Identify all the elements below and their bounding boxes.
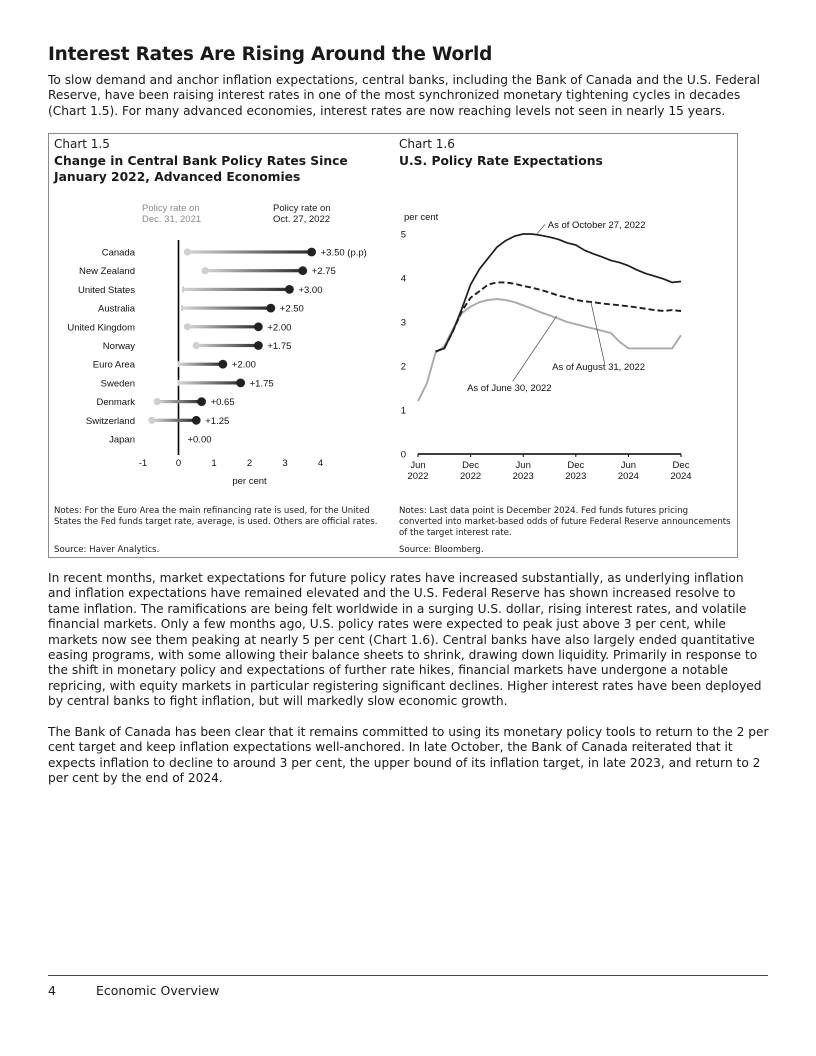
start-dot xyxy=(193,342,200,349)
chart-1-5-panel xyxy=(49,134,394,557)
chart-1-6-title: U.S. Policy Rate Expectations xyxy=(399,154,603,168)
end-dot xyxy=(218,360,227,369)
annotation-leader-aug xyxy=(591,301,605,363)
row-label: Denmark xyxy=(96,397,135,409)
chart-1-6-notes: Notes: Last data point is December 2024. Fed funds futures pricing converted into market-based odds of future Federal Reserve announcements of the target interest rate. xyxy=(399,506,731,539)
row-label: Sweden xyxy=(100,378,135,390)
x-tick-label-year: 2024 xyxy=(670,471,692,482)
annotation-oct: As of October 27, 2022 xyxy=(547,220,646,232)
annotation-leader-jun xyxy=(513,316,557,381)
chart-1-5-svg xyxy=(49,196,394,496)
chart-1-5-notes: Notes: For the Euro Area the main refinancing rate is used, for the United States the Fed funds target rate, average, is used. Others are official rates. xyxy=(54,506,378,528)
y-tick-label: 4 xyxy=(400,273,406,285)
range-bar xyxy=(183,288,290,291)
chart-1-6-number: Chart 1.6 xyxy=(399,137,455,151)
start-dot xyxy=(202,267,209,274)
legend-end-line1: Policy rate on xyxy=(273,203,331,214)
chart-1-6-panel xyxy=(394,134,739,557)
y-tick-label: 2 xyxy=(400,361,406,373)
x-tick-label-year: 2024 xyxy=(617,471,639,482)
x-tick-label-month: Dec xyxy=(567,460,585,471)
start-dot xyxy=(178,361,180,367)
footer-section-title: Economic Overview xyxy=(96,983,220,998)
y-tick-label: 3 xyxy=(400,317,406,329)
row-label: Norway xyxy=(102,341,135,352)
range-bar xyxy=(152,419,196,422)
start-dot xyxy=(184,248,191,255)
change-label: +1.75 xyxy=(267,341,292,352)
x-tick-label-month: Jun xyxy=(515,460,531,471)
row-label: Canada xyxy=(101,247,135,259)
row-label: Japan xyxy=(109,434,135,446)
start-dot xyxy=(184,323,191,330)
range-bar xyxy=(179,363,223,366)
range-bar xyxy=(179,381,241,384)
legend-start-line2: Dec. 31, 2021 xyxy=(142,214,202,225)
start-dot xyxy=(154,398,161,405)
change-label: +2.00 xyxy=(267,322,292,334)
change-label: +0.65 xyxy=(210,397,235,409)
end-dot xyxy=(307,248,316,257)
end-dot xyxy=(298,266,307,275)
chart-1-5-title: Change in Central Bank Policy Rates Since January 2022, Advanced Economies xyxy=(54,154,348,184)
end-dot xyxy=(254,341,263,350)
legend-start-line1: Policy rate on xyxy=(142,203,200,214)
x-tick-label-month: Jun xyxy=(410,460,426,471)
x-tick-label: 3 xyxy=(282,458,288,469)
row-label: New Zealand xyxy=(79,266,135,278)
end-dot xyxy=(192,416,201,425)
annotation-aug: As of August 31, 2022 xyxy=(552,361,646,373)
y-tick-label: 5 xyxy=(400,229,406,241)
change-label: +2.50 xyxy=(279,303,304,315)
change-label: +3.50 (p.p) xyxy=(320,247,367,259)
x-tick-label: 4 xyxy=(317,458,324,469)
end-dot xyxy=(285,285,294,294)
x-tick-label-month: Dec xyxy=(462,460,480,471)
end-dot xyxy=(197,397,206,406)
x-tick-label-year: 2022 xyxy=(407,471,429,482)
row-label: United Kingdom xyxy=(67,322,135,334)
series-line xyxy=(436,234,682,352)
range-bar xyxy=(205,269,303,272)
annotation-leader-oct xyxy=(536,224,545,234)
start-dot xyxy=(182,286,184,292)
row-label: Switzerland xyxy=(85,415,135,427)
start-dot xyxy=(178,380,180,386)
end-dot xyxy=(236,379,245,388)
range-bar xyxy=(187,250,311,253)
start-dot xyxy=(181,305,183,311)
y-axis-title: per cent xyxy=(404,212,439,223)
annotation-jun: As of June 30, 2022 xyxy=(467,383,552,394)
change-label: +0.00 xyxy=(187,434,212,446)
x-tick-label-month: Dec xyxy=(672,460,690,471)
chart-1-6-svg xyxy=(394,196,739,496)
footer-rule xyxy=(48,975,768,976)
chart-1-5-number: Chart 1.5 xyxy=(54,137,110,151)
page-title: Interest Rates Are Rising Around the World xyxy=(48,44,493,65)
x-axis-title: per cent xyxy=(232,476,267,487)
row-label: United States xyxy=(77,284,135,296)
end-dot xyxy=(254,322,263,331)
x-tick-label: 2 xyxy=(246,458,253,469)
x-tick-label: -1 xyxy=(138,458,148,469)
x-tick-label-year: 2023 xyxy=(512,471,534,482)
chart-1-6-source: Source: Bloomberg. xyxy=(399,545,484,555)
chart-box xyxy=(48,133,738,558)
x-tick-label-year: 2023 xyxy=(565,471,587,482)
change-label: +1.75 xyxy=(249,378,274,390)
range-bar xyxy=(157,400,201,403)
x-tick-label-year: 2022 xyxy=(460,471,482,482)
chart-1-5-source: Source: Haver Analytics. xyxy=(54,545,160,555)
y-tick-label: 0 xyxy=(400,449,406,461)
body-paragraph-2: The Bank of Canada has been clear that it remains committed to using its monetary policy tools to return to the 2 per cent target and keep inflation expectations well-anchored. In late October, the Bank of Canada reiterated that it expects inflation to decline to around 3 per cent, the upper bound of its inflation target, in late 2023, and return to 2 per cent by the end of 2024. xyxy=(48,725,769,786)
series-line xyxy=(436,282,682,351)
legend-end-line2: Oct. 27, 2022 xyxy=(273,214,331,225)
end-dot xyxy=(266,304,275,313)
x-tick-label-month: Jun xyxy=(620,460,637,471)
row-label: Australia xyxy=(98,303,135,315)
range-bar xyxy=(196,344,258,347)
change-label: +3.00 xyxy=(298,284,323,296)
y-tick-label: 1 xyxy=(400,405,406,417)
x-tick-label: 1 xyxy=(211,458,217,469)
change-label: +1.25 xyxy=(205,415,230,427)
body-paragraph-1: In recent months, market expectations for future policy rates have increased substantially, as underlying inflation and inflation expectations have remained elevated and the U.S. Federal Reserve has shown increased resolve to tame inflation. The ramifications are being felt worldwide in a surging U.S. dollar, rising interest rates, and volatile financial markets. Only a few months ago, U.S. policy rates were expected to peak just above 3 per cent, while markets now see them peaking at nearly 5 per cent (Chart 1.6). Central banks have also largely ended quantitative easing programs, with some allowing their balance sheets to shrink, drawing down liquidity. Primarily in response to the shift in monetary policy and expectations of further rate hikes, financial markets have undergone a notable repricing, with equity markets in particular registering significant declines. Higher interest rates have been deployed by central banks to fight inflation, but will markedly slow economic growth. xyxy=(48,571,762,709)
range-bar xyxy=(182,307,271,310)
intro-paragraph: To slow demand and anchor inflation expectations, central banks, including the Bank of Canada and the U.S. Federal Reserve, have been raising interest rates in one of the most synchronized monetary tightening cycles in decades (Chart 1.5). For many advanced economies, interest rates are now reaching levels not seen in nearly 15 years. xyxy=(48,73,761,118)
range-bar xyxy=(187,325,258,328)
start-dot xyxy=(148,417,155,424)
row-label: Euro Area xyxy=(92,359,135,371)
x-tick-label: 0 xyxy=(175,458,182,469)
page-number: 4 xyxy=(48,983,56,998)
change-label: +2.00 xyxy=(231,359,256,371)
change-label: +2.75 xyxy=(311,266,336,278)
